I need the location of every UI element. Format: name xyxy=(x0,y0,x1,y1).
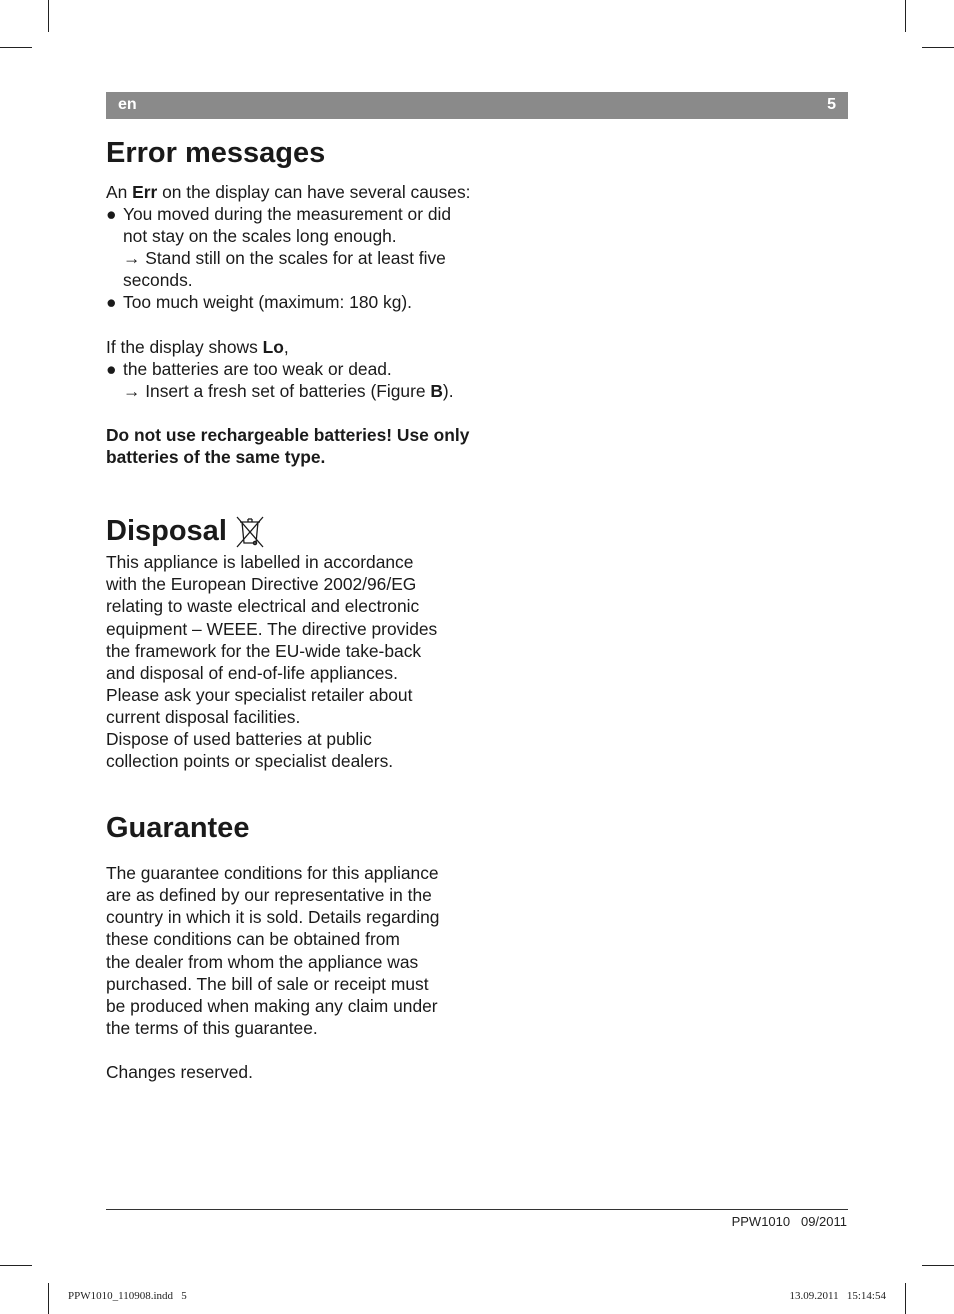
crop-mark xyxy=(905,1283,906,1314)
crop-mark xyxy=(922,1265,954,1266)
crop-mark xyxy=(905,0,906,32)
disposal-text: This appliance is labelled in accordance with the European Directive 2002/96/EG relating to waste electrical and electronic equipment – WEEE. The directive provides the framework for the EU-wide take-back and disposal of end-of-life appliances. Please ask your specialist retailer about current disposal facilities. Dispose of used batteries at public collection points or specialist dealers. xyxy=(106,552,438,772)
language-code: en xyxy=(118,96,137,113)
guarantee-heading: Guarantee xyxy=(106,812,250,845)
list-item: ● Too much weight (maximum: 180 kg). xyxy=(106,292,412,313)
bullet-icon: ● xyxy=(106,292,117,313)
page-header-bar xyxy=(106,92,848,119)
crop-mark xyxy=(0,1265,32,1266)
print-slug-file: PPW1010_110908.indd 5 xyxy=(68,1290,187,1302)
error-intro: An Err on the display can have several causes: xyxy=(106,182,471,202)
changes-reserved: Changes reserved. xyxy=(106,1062,253,1082)
bullet-icon: ● xyxy=(106,204,117,225)
crop-mark xyxy=(0,47,32,48)
print-slug-datetime: 13.09.2011 15:14:54 xyxy=(789,1290,886,1302)
crop-mark xyxy=(48,0,49,32)
guarantee-text: The guarantee conditions for this appliance are as defined by our representative in the country in which it is sold. Details regarding these conditions can be obtained from the dealer from whom the appliance was purchased. The bill of sale or receipt must be produced when making any claim under the terms of this guarantee. xyxy=(106,863,440,1038)
footer-rule xyxy=(106,1209,848,1210)
crossed-out-wheelie-bin-icon xyxy=(235,514,265,548)
list-item: ● the batteries are too weak or dead. → Insert a fresh set of batteries (Figure B). xyxy=(106,358,454,401)
lo-intro: If the display shows Lo, xyxy=(106,336,289,357)
crop-mark xyxy=(922,47,954,48)
list-item: ● You moved during the measurement or did not stay on the scales long enough. → Stand still on the scales for at least five seconds. xyxy=(106,204,452,291)
main-column xyxy=(106,135,476,1083)
bullet-icon: ● xyxy=(106,358,117,379)
disposal-heading: Disposal xyxy=(106,513,476,549)
error-messages-heading: Error messages xyxy=(106,137,326,169)
crop-mark xyxy=(48,1283,49,1314)
footer-model-date: PPW1010 09/2011 xyxy=(731,1214,847,1229)
page-number: 5 xyxy=(827,96,836,113)
battery-warning: Do not use rechargeable batteries! Use only batteries of the same type. xyxy=(106,425,470,468)
